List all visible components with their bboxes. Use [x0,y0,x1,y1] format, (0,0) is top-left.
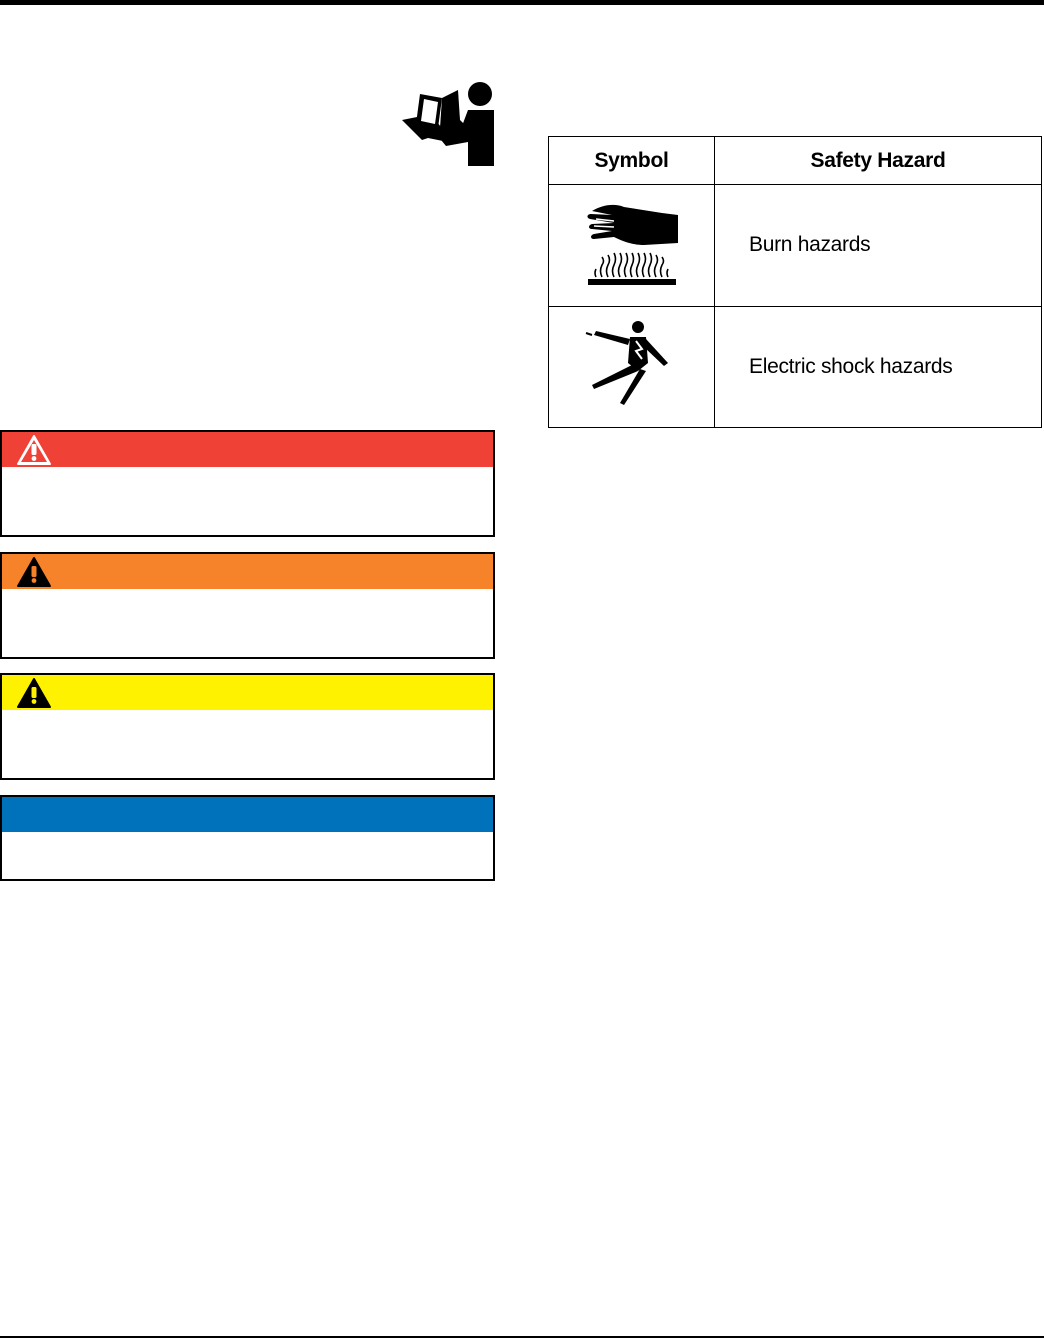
symbol-column-header: Symbol [549,137,715,185]
warning-alert-icon [16,556,52,588]
caution-signal-box [0,673,495,780]
electric-shock-hazard-label: Electric shock hazards [715,306,1042,427]
danger-signal-box [0,430,495,537]
table-row [549,185,1042,306]
safety-symbol-table [548,136,1042,428]
caution-alert-icon [16,677,52,709]
danger-alert-icon [16,434,52,466]
warning-header-bar [2,554,493,589]
caution-header-bar [2,675,493,710]
table-row [549,306,1042,427]
electric-shock-icon [584,319,680,409]
notice-header-bar [2,797,493,832]
table-header-row [549,137,1042,185]
read-manual-icon [398,80,498,168]
top-rule [0,0,1044,5]
danger-header-bar [2,432,493,467]
notice-signal-box [0,795,495,881]
burn-symbol-cell [549,185,715,306]
burn-hazard-icon [584,199,680,287]
burn-hazard-label: Burn hazards [715,185,1042,306]
bottom-rule [0,1336,1044,1338]
shock-symbol-cell [549,306,715,427]
safety-hazard-column-header: Safety Hazard [715,137,1042,185]
warning-signal-box [0,552,495,659]
